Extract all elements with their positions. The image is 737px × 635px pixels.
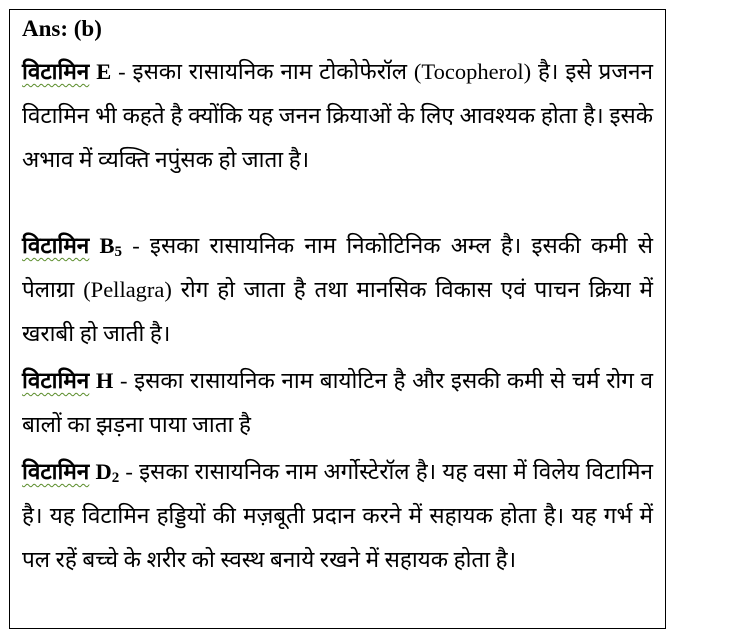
paragraph-text: - इसका रासायनिक नाम अर्गोस्टेरॉल है। यह वसा में विलेय विटामिन है। यह विटामिन हड्डियों की मज़बूती प्रदान करने में सहायक होता है। यह गर्भ में पल रहें बच्चे के शरीर को स्वस्थ बनाये रखने में सहायक होता है। bbox=[22, 459, 654, 572]
answer-label: Ans: (b) bbox=[22, 16, 102, 41]
vitamin-code: B bbox=[99, 233, 115, 258]
vitamin-e-paragraph bbox=[22, 50, 653, 182]
vitamin-b5-paragraph bbox=[22, 224, 653, 356]
paragraph-text: - इसका रासायनिक नाम बायोटिन है और इसकी कमी से चर्म रोग व बालों का झड़ना पाया जाता है bbox=[22, 368, 654, 437]
vitamin-d2-paragraph bbox=[22, 450, 653, 582]
vitamin-heading: विटामिन bbox=[22, 233, 90, 258]
vitamin-code: D bbox=[95, 459, 112, 484]
vitamin-code-subscript: 2 bbox=[111, 470, 120, 486]
paragraph-text: - इसका रासायनिक नाम निकोटिनिक अम्ल है। इसकी कमी से पेलाग्रा (Pellagra) रोग हो जाता है तथा मानसिक विकास एवं पाचन क्रिया में खराबी हो जाती है। bbox=[22, 233, 653, 346]
vitamin-heading: विटामिन bbox=[22, 368, 90, 393]
vitamin-code: E bbox=[96, 59, 112, 84]
vitamin-code-subscript: 5 bbox=[114, 244, 122, 260]
vitamin-code: H bbox=[95, 368, 114, 393]
vitamin-heading: विटामिन bbox=[22, 59, 90, 84]
vitamin-h-paragraph bbox=[22, 359, 653, 447]
vitamin-heading: विटामिन bbox=[22, 459, 90, 484]
paragraph-text: - इसका रासायनिक नाम टोकोफेरॉल (Tocopherol) है। इसे प्रजनन विटामिन भी कहते है क्योंकि यह जनन क्रियाओं के लिए आवश्यक होता है। इसके अभाव में व्यक्ति नपुंसक हो जाता है। bbox=[22, 59, 653, 172]
